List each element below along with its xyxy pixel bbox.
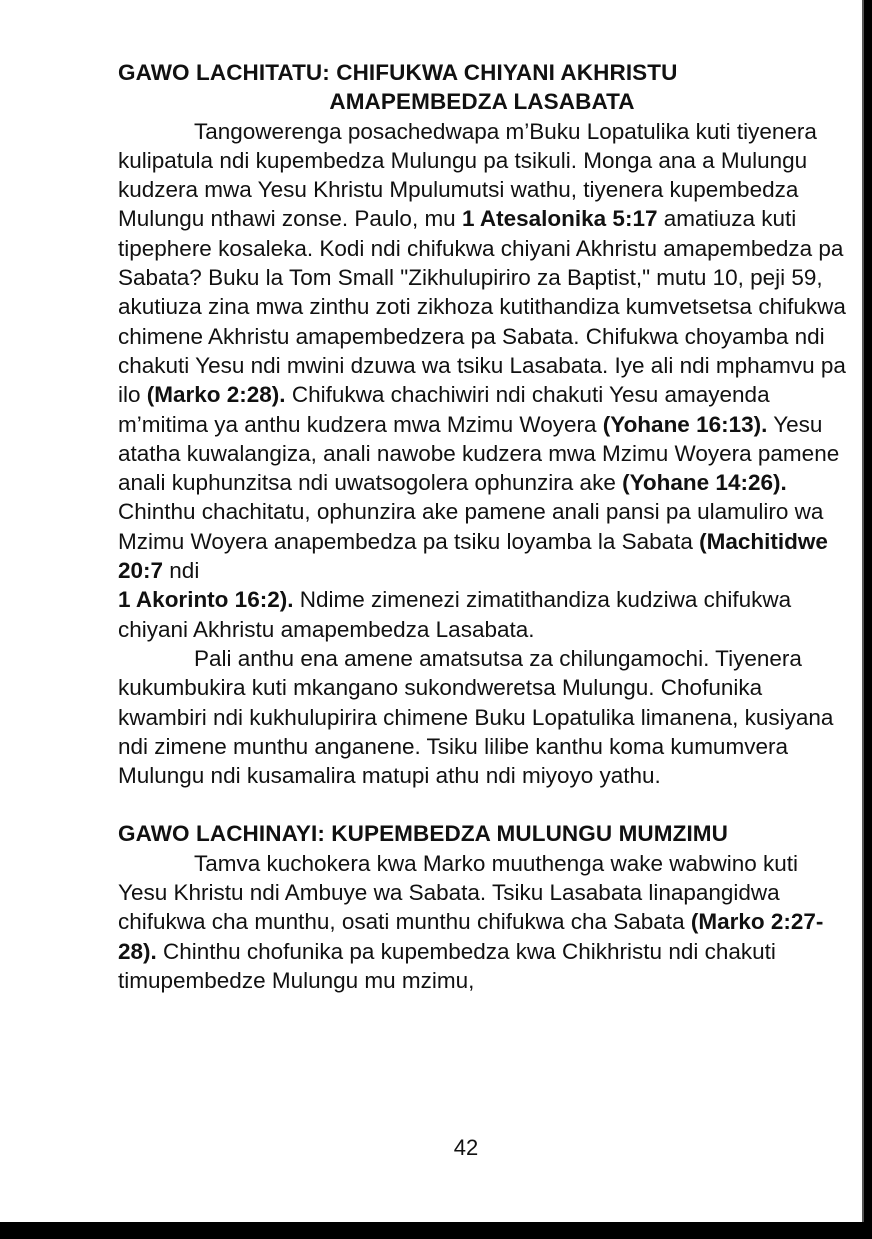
body-text: Chifukwa chachiwiri ndi chakuti Yesu amayenda m’mitima ya anthu kudzera mwa Mzimu Woyera [118, 382, 770, 437]
paragraph [118, 849, 846, 995]
scripture-reference: (Marko 2:27-28). [118, 909, 824, 964]
heading-line-2: AMAPEMBEDZA LASABATA [329, 89, 635, 115]
scan-border-bottom [0, 1222, 872, 1239]
section-heading-chitatu [118, 58, 846, 117]
page-number: 42 [453, 1135, 479, 1160]
paragraph: Pali anthu ena amene amatsutsa za chilungamochi. Tiyenera kukumbukira kuti mkangano sukondweretsa Mulungu. Chofunika kwambiri ndi kukhulupirira chimene Buku Lopatulika limanena, kusiyana ndi zimene munthu anganene. Tsiku lilibe kanthu koma kumumvera Mulungu ndi kusamalira matupi athu ndi miyoyo yathu. [118, 645, 834, 789]
scripture-reference: (Machitidwe 20:7 [118, 528, 828, 584]
section-gap [118, 790, 846, 819]
scripture-reference: (Marko 2:28). [146, 382, 286, 408]
body-text: Tangowerenga posachedwapa m’Buku Lopatulika kuti tiyenera kulipatula ndi kupembedza Mulungu pa tsikuli. Monga ana a Mulungu kudzera mwa Yesu Khristu Mpulumutsi wathu, tiyenera kupembedza Mulungu nthawi zonse. Paulo, mu [118, 118, 817, 232]
scripture-reference: 1 Atesalonika 5:17 [461, 206, 658, 232]
scripture-reference: 1 Akorinto 16:2). [118, 587, 294, 613]
body-text: Chinthu chachitatu, ophunzira ake pamene anali pansi pa ulamuliro wa Mzimu Woyera anapembedza pa tsiku loyamba la Sabata [118, 499, 824, 554]
heading-line-1: GAWO LACHITATU: CHIFUKWA CHIYANI AKHRISTU [118, 60, 678, 85]
paragraph [118, 117, 846, 644]
scripture-reference: (Yohane 16:13). [602, 411, 768, 437]
section-heading-chinayi: GAWO LACHINAYI: KUPEMBEDZA MULUNGU MUMZIMU [118, 821, 728, 847]
body-text: Tamva kuchokera kwa Marko muuthenga wake wabwino kuti Yesu Khristu ndi Ambuye wa Sabata. Tsiku Lasabata linapangidwa chifukwa cha munthu, osati munthu chifukwa cha Sabata [118, 850, 799, 935]
page-body [118, 58, 846, 995]
body-text: ndi [163, 558, 200, 584]
body-text: Yesu atatha kuwalangiza, anali nawobe kudzera mwa Mzimu Woyera pamene anali kuphunzitsa ndi uwatsogolera ophunzira ake [118, 411, 840, 496]
scripture-reference: (Yohane 14:26). [622, 470, 787, 496]
scan-border-right [864, 0, 872, 1239]
body-text: Chinthu chofunika pa kupembedza kwa Chikhristu ndi chakuti timupembedze Mulungu mu mzimu, [118, 938, 776, 993]
body-text: Ndime zimenezi zimatithandiza kudziwa chifukwa chiyani Akhristu amapembedza Lasabata. [118, 587, 792, 642]
body-text: amatiuza kuti tipephere kosaleka. Kodi ndi chifukwa chiyani Akhristu amapembedza pa Sabata? Buku la Tom Small "Zikhulupiriro za Baptist," mutu 10, peji 59, akutiuza zina mwa zinthu zoti zikhoza kutithandiza kumvetsetsa chifukwa chimene Akhristu amapembedzera pa Sabata. Chifukwa choyamba ndi chakuti Yesu ndi mwini dzuwa wa tsiku Lasabata. Iye ali ndi mphamvu pa ilo [118, 206, 846, 408]
